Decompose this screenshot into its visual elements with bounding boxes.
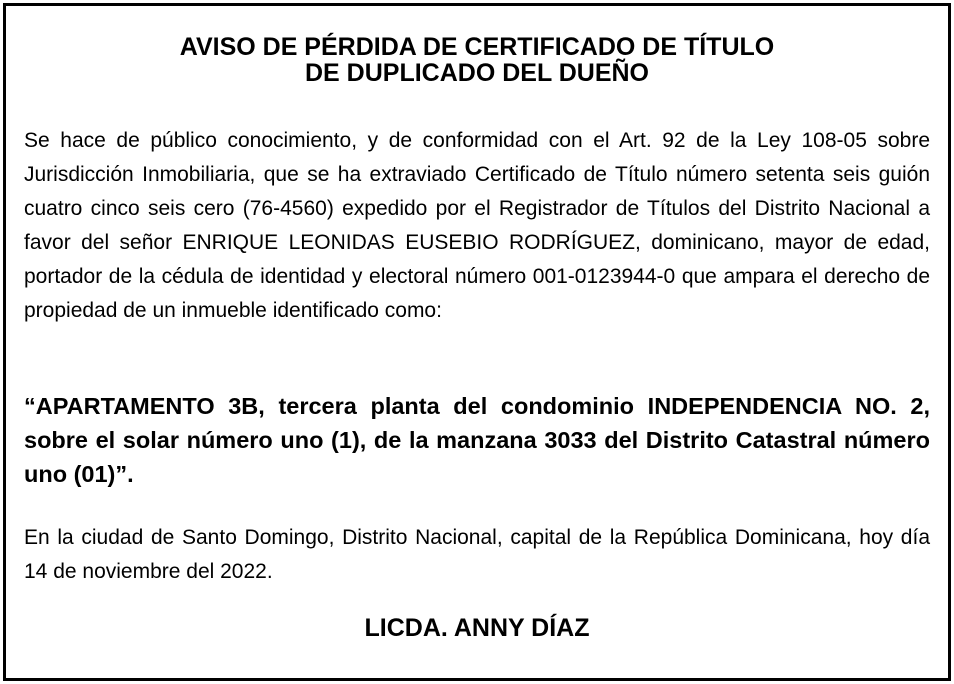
property-description: “APARTAMENTO 3B, tercera planta del condominio INDEPENDENCIA NO. 2, sobre el solar número uno (1), de la manzana 3033 del Distrito Catastral número uno (01)”. bbox=[24, 393, 930, 487]
signature: LICDA. ANNY DÍAZ bbox=[364, 614, 590, 642]
notice-title-line-1: AVISO DE PÉRDIDA DE CERTIFICADO DE TÍTULO bbox=[179, 33, 775, 61]
notice-body-paragraph: Se hace de público conocimiento, y de conformidad con el Art. 92 de la Ley 108-05 sobre Jurisdicción Inmobiliaria, que se ha extraviado Certificado de Título número setenta seis guión cuatro cinco seis cero (76-4560) expedido por el Registrador de Títulos del Distrito Nacional a favor del señor ENRIQUE LEONIDAS EUSEBIO RODRÍGUEZ, dominicano, mayor de edad, portador de la cédula de identidad y electoral número 001-0123944-0 que ampara el derecho de propiedad de un inmueble identificado como: bbox=[24, 129, 930, 322]
notice-content bbox=[24, 6, 930, 678]
notice-frame bbox=[3, 3, 951, 681]
notice-title bbox=[24, 34, 930, 86]
notice-title-line-2: DE DUPLICADO DEL DUEÑO bbox=[304, 59, 649, 87]
closing-paragraph: En la ciudad de Santo Domingo, Distrito Nacional, capital de la República Dominicana, hoy día 14 de noviembre del 2022. bbox=[24, 526, 930, 583]
